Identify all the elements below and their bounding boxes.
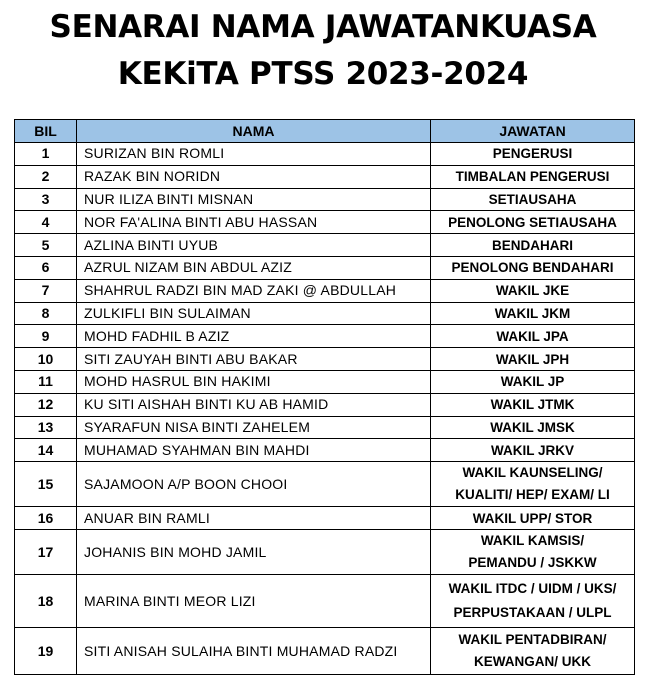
table-row (15, 211, 635, 234)
jawatan-line: WAKIL JPH (495, 351, 570, 367)
jawatan-line: PERPUSTAKAAN / ULPL (453, 604, 612, 620)
cell-jawatan (431, 627, 635, 674)
cell-nama: AZLINA BINTI UYUB (77, 234, 431, 257)
cell-jawatan (431, 348, 635, 371)
cell-jawatan (431, 370, 635, 393)
table-row (15, 325, 635, 348)
cell-nama: ZULKIFLI BIN SULAIMAN (77, 302, 431, 325)
jawatan-line: SETIAUSAHA (488, 191, 577, 207)
header-nama: NAMA (77, 120, 431, 143)
cell-jawatan (431, 188, 635, 211)
cell-bil: 8 (15, 302, 77, 325)
jawatan-line: WAKIL JRKV (490, 442, 574, 458)
jawatan-line: TIMBALAN PENGERUSI (455, 169, 610, 185)
jawatan-line: PENOLONG SETIAUSAHA (448, 214, 617, 230)
cell-nama: MOHD HASRUL BIN HAKIMI (77, 370, 431, 393)
table-row (15, 256, 635, 279)
jawatan-line: WAKIL JKM (494, 305, 571, 321)
jawatan-line: WAKIL PENTADBIRAN/ (458, 631, 607, 647)
cell-nama: MUHAMAD SYAHMAN BIN MAHDI (77, 439, 431, 462)
cell-bil: 17 (15, 529, 77, 574)
cell-bil: 16 (15, 507, 77, 530)
table-row (15, 188, 635, 211)
cell-nama: SITI ANISAH SULAIHA BINTI MUHAMAD RADZI (77, 627, 431, 674)
jawatan-line: BENDAHARI (492, 237, 573, 253)
cell-nama: NUR ILIZA BINTI MISNAN (77, 188, 431, 211)
header-bil: BIL (15, 120, 77, 143)
jawatan-line: WAKIL KAUNSELING/ (462, 465, 603, 481)
cell-bil: 4 (15, 211, 77, 234)
cell-bil: 10 (15, 348, 77, 371)
table-row (15, 302, 635, 325)
cell-jawatan (431, 416, 635, 439)
cell-nama: RAZAK BIN NORIDN (77, 165, 431, 188)
table-row (15, 348, 635, 371)
jawatan-line: WAKIL JKE (495, 283, 570, 299)
title-line-1: SENARAI NAMA JAWATANKUASA (49, 9, 597, 45)
table-row (15, 143, 635, 166)
cell-jawatan (431, 165, 635, 188)
jawatan-line: WAKIL JTMK (490, 397, 575, 413)
cell-nama: NOR FA'ALINA BINTI ABU HASSAN (77, 211, 431, 234)
title-line-2: KEKiTA PTSS 2023-2024 (117, 56, 529, 92)
cell-bil: 5 (15, 234, 77, 257)
cell-bil: 2 (15, 165, 77, 188)
table-row (15, 165, 635, 188)
table-body (15, 143, 635, 675)
table-row (15, 279, 635, 302)
cell-jawatan (431, 302, 635, 325)
table-row (15, 439, 635, 462)
cell-bil: 19 (15, 627, 77, 674)
cell-jawatan (431, 143, 635, 166)
jawatan-line: WAKIL JMSK (490, 419, 575, 435)
cell-jawatan (431, 325, 635, 348)
cell-bil: 1 (15, 143, 77, 166)
cell-bil: 12 (15, 393, 77, 416)
table-header-row (15, 120, 635, 143)
table-row (15, 462, 635, 507)
jawatan-line: KUALITI/ HEP/ EXAM/ LI (455, 487, 610, 503)
jawatan-line: WAKIL JP (500, 374, 565, 390)
table-row (15, 529, 635, 574)
cell-bil: 13 (15, 416, 77, 439)
cell-bil: 6 (15, 256, 77, 279)
cell-bil: 9 (15, 325, 77, 348)
cell-nama: JOHANIS BIN MOHD JAMIL (77, 529, 431, 574)
jawatan-line: PENGERUSI (492, 146, 573, 162)
cell-bil: 11 (15, 370, 77, 393)
cell-jawatan (431, 439, 635, 462)
cell-nama: SURIZAN BIN ROMLI (77, 143, 431, 166)
cell-jawatan (431, 211, 635, 234)
cell-jawatan (431, 393, 635, 416)
cell-nama: ANUAR BIN RAMLI (77, 507, 431, 530)
table-row (15, 627, 635, 674)
table-row (15, 234, 635, 257)
table-row (15, 370, 635, 393)
jawatan-line: WAKIL KAMSIS/ (480, 532, 585, 548)
cell-bil: 3 (15, 188, 77, 211)
table-row (15, 507, 635, 530)
cell-nama: MARINA BINTI MEOR LIZI (77, 574, 431, 627)
table-row (15, 574, 635, 627)
jawatan-line: PEMANDU / JSKKW (468, 554, 597, 570)
document-title (0, 4, 646, 98)
cell-bil: 15 (15, 462, 77, 507)
cell-nama: SITI ZAUYAH BINTI ABU BAKAR (77, 348, 431, 371)
cell-nama: MOHD FADHIL B AZIZ (77, 325, 431, 348)
cell-nama: KU SITI AISHAH BINTI KU AB HAMID (77, 393, 431, 416)
jawatan-line: PENOLONG BENDAHARI (451, 260, 614, 276)
cell-jawatan (431, 529, 635, 574)
cell-jawatan (431, 234, 635, 257)
jawatan-line: WAKIL UPP/ STOR (472, 510, 593, 526)
table-row (15, 393, 635, 416)
cell-nama: SAJAMOON A/P BOON CHOOI (77, 462, 431, 507)
cell-jawatan (431, 279, 635, 302)
jawatan-line: WAKIL JPA (496, 328, 569, 344)
committee-table (14, 119, 635, 675)
jawatan-line: KEWANGAN/ UKK (474, 653, 591, 669)
jawatan-line: WAKIL ITDC / UIDM / UKS/ (448, 580, 617, 596)
cell-bil: 18 (15, 574, 77, 627)
cell-nama: SYARAFUN NISA BINTI ZAHELEM (77, 416, 431, 439)
cell-jawatan (431, 507, 635, 530)
cell-nama: SHAHRUL RADZI BIN MAD ZAKI @ ABDULLAH (77, 279, 431, 302)
cell-nama: AZRUL NIZAM BIN ABDUL AZIZ (77, 256, 431, 279)
cell-jawatan (431, 462, 635, 507)
cell-bil: 14 (15, 439, 77, 462)
table-row (15, 416, 635, 439)
cell-jawatan (431, 574, 635, 627)
cell-jawatan (431, 256, 635, 279)
header-jawatan: JAWATAN (431, 120, 635, 143)
cell-bil: 7 (15, 279, 77, 302)
